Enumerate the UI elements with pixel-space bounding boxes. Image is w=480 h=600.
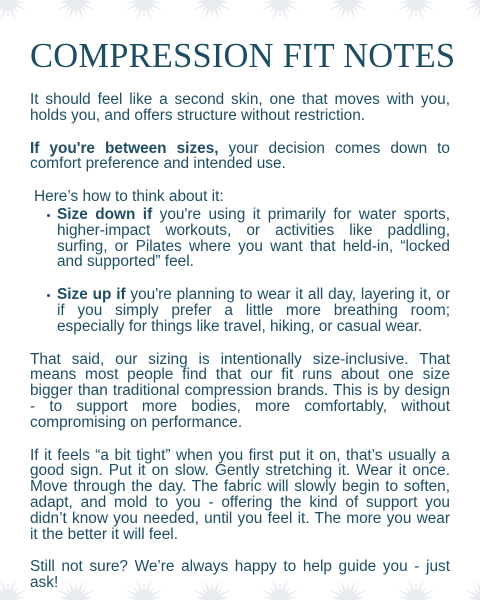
fan-motif-icon [465, 579, 480, 600]
fan-motif-icon [329, 0, 367, 21]
how-to-think-heading: Here’s how to think about it: [34, 188, 224, 206]
sizing-bullet-list [30, 207, 450, 335]
closing-paragraph: Still not sure? We’re always happy to help guide you - just ask! [30, 558, 450, 592]
fan-motif-icon [261, 0, 299, 21]
fan-motif-icon [329, 579, 367, 600]
bullet-size-up-bold: Size up if [57, 286, 126, 304]
fan-motif-icon [397, 0, 435, 21]
bullet-size-down-bold: Size down if [57, 205, 153, 223]
fan-pattern-top-icon [0, 0, 480, 26]
sizing-paragraph: That said, our sizing is intentionally size-inclusive. That means most people find that our fit runs about one size bigger than traditional compression brands. This is by design - to support more bodies, more comfortably, without compromising on performance. [30, 350, 450, 431]
fan-motif-icon [57, 0, 95, 21]
fan-motif-icon [57, 579, 95, 600]
bullet-size-down-text: you're using it primarily for water sports, higher-impact workouts, or activities like paddling, surfing, or Pilates where you want that held-in, “locked and supported” feel. [57, 205, 450, 271]
fan-motif-icon [193, 0, 231, 21]
bullet-dot-icon [47, 214, 50, 217]
fan-motif-icon [125, 0, 163, 21]
bullet-size-up [57, 287, 450, 334]
notes-body [30, 92, 450, 600]
fan-motif-icon [0, 579, 27, 600]
fan-motif-icon [0, 0, 27, 21]
fan-motif-icon [261, 579, 299, 600]
between-sizes-bold: If you're between sizes, [30, 139, 219, 157]
bullet-size-down [57, 207, 450, 270]
intro-paragraph: It should feel like a second skin, one that moves with you, holds you, and offers structure without restriction. [30, 91, 450, 124]
fan-motif-icon [193, 579, 231, 600]
fan-motif-icon [465, 0, 480, 21]
tight-fit-paragraph: If it feels “a bit tight” when you first put it on, that’s usually a good sign. Put it on slow. Gently stretching it. Wear it once. Move through the day. The fabric will slowly begin to soften, adapt, and mold to you - offering the kind of support you didn’t know you needed, until you feel it. The more you wear it the better it will feel. [30, 446, 450, 543]
between-sizes-paragraph [30, 141, 450, 173]
page-title: COMPRESSION FIT NOTES [30, 37, 456, 75]
fan-motif-icon [397, 579, 435, 600]
bullet-dot-icon [47, 294, 50, 297]
fan-motif-icon [125, 579, 163, 600]
fan-pattern-bottom-icon [0, 574, 480, 600]
bullet-size-up-text: you're planning to wear it all day, layering it, or if you simply prefer a little more breathing room; especially for things like travel, hiking, or casual wear. [57, 286, 450, 335]
between-sizes-text: your decision comes down to comfort preference and intended use. [30, 139, 450, 173]
